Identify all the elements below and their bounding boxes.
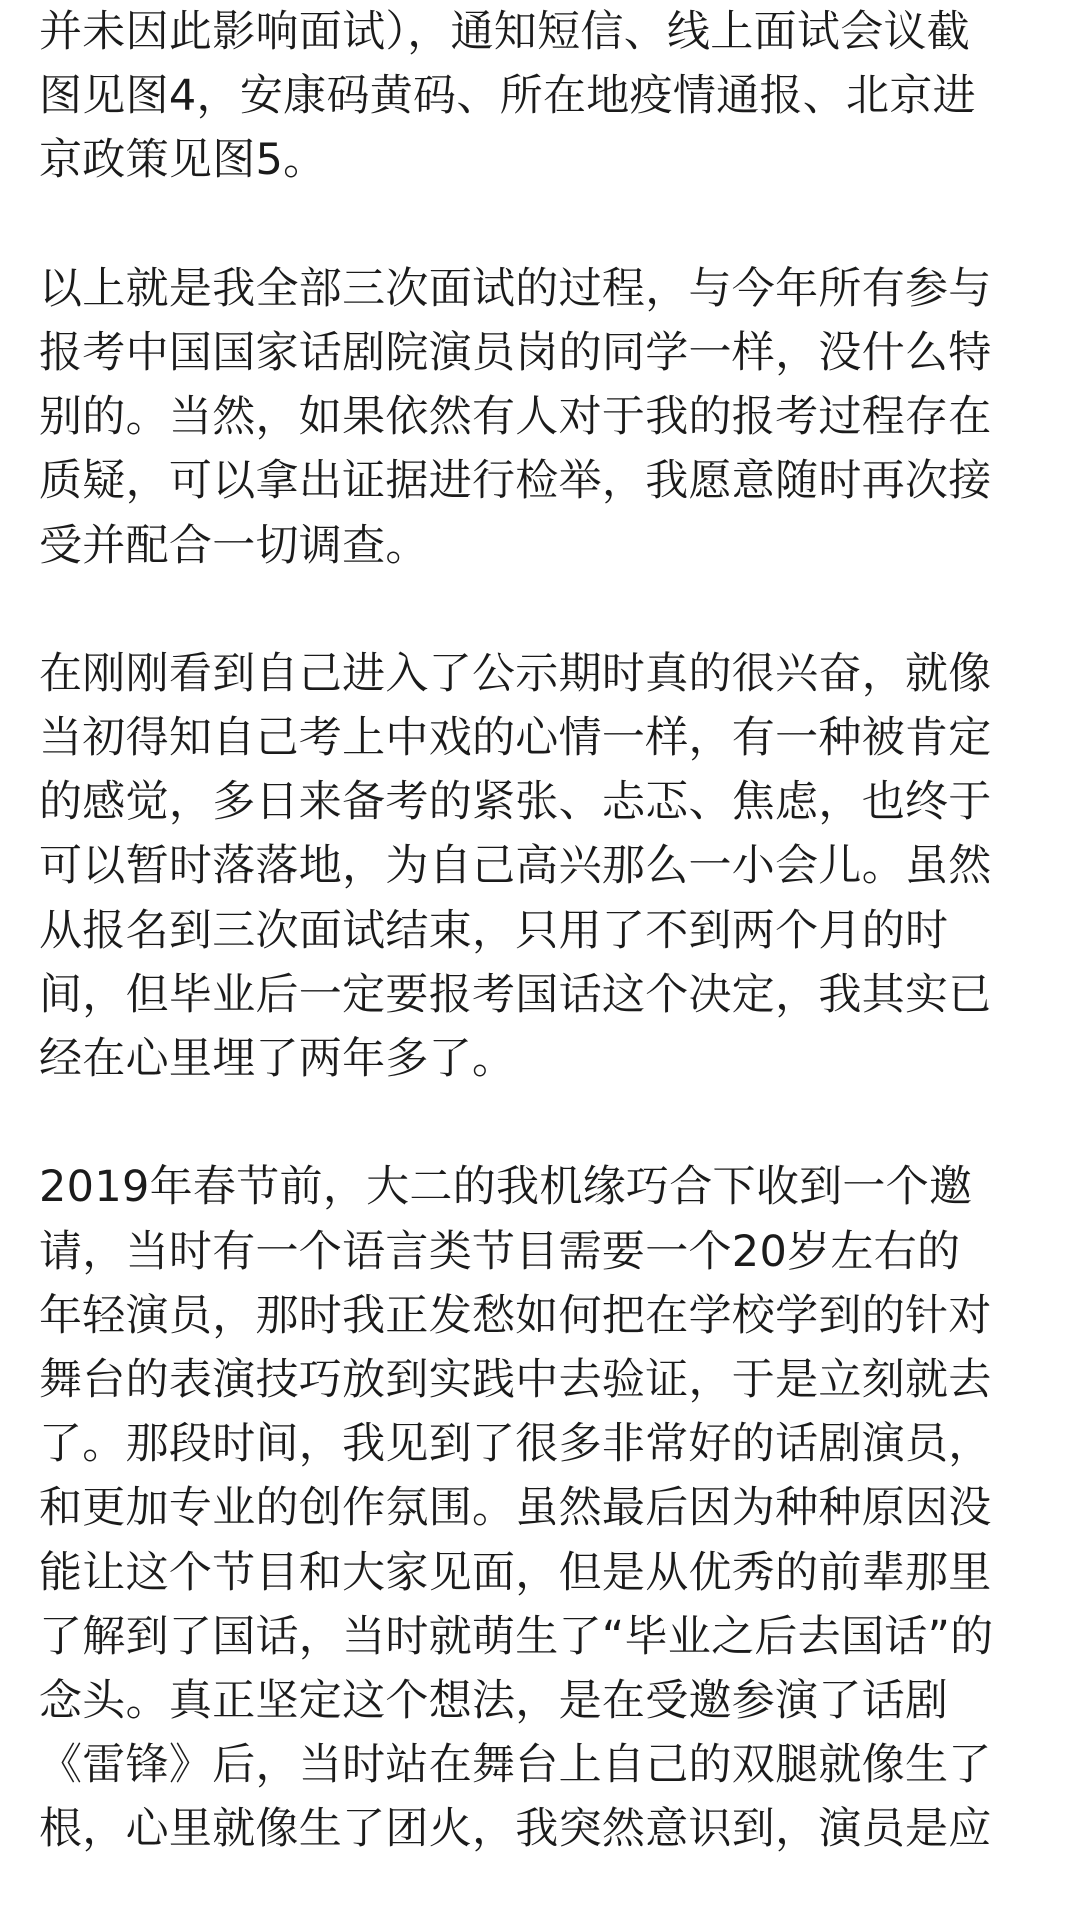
text-line: 当初得知自己考上中戏的心情一样，有一种被肯定 — [39, 713, 992, 764]
article-body — [39, 0, 1059, 1926]
text-line: 和更加专业的创作氛围。虽然最后因为种种原因没 — [39, 1483, 992, 1534]
text-line: 图见图4，安康码黄码、所在地疫情通报、北京进 — [39, 71, 976, 122]
paragraph-3 — [39, 642, 1059, 1091]
paragraph-2 — [39, 257, 1059, 578]
text-line: 舞台的表演技巧放到实践中去验证，于是立刻就去 — [39, 1354, 992, 1405]
text-line: 以上就是我全部三次面试的过程，与今年所有参与 — [39, 263, 992, 314]
text-line: 在刚刚看到自己进入了公示期时真的很兴奋，就像 — [39, 648, 992, 699]
text-line: 请，当时有一个语言类节目需要一个20岁左右的 — [39, 1226, 961, 1277]
text-line: 京政策见图5。 — [39, 135, 327, 186]
text-line: 并未因此影响面试），通知短信、线上面试会议截 — [39, 7, 971, 57]
text-line: 经在心里埋了两年多了。 — [39, 1034, 516, 1084]
text-line: 间，但毕业后一定要报考国话这个决定，我其实已 — [39, 969, 992, 1020]
text-line: 的感觉，多日来备考的紧张、忐忑、焦虑，也终于 — [39, 777, 992, 828]
text-line: 报考中国国家话剧院演员岗的同学一样，没什么特 — [39, 327, 992, 378]
paragraph-1 — [39, 0, 1059, 193]
text-line: 能让这个节目和大家见面，但是从优秀的前辈那里 — [39, 1547, 992, 1598]
text-line: 可以暂时落落地，为自己高兴那么一小会儿。虽然 — [39, 841, 992, 892]
text-line: 2019年春节前，大二的我机缘巧合下收到一个邀 — [39, 1162, 973, 1213]
text-line: 《雷锋》后，当时站在舞台上自己的双腿就像生了 — [39, 1740, 992, 1791]
text-line: 了解到了国话，当时就萌生了“毕业之后去国话”的 — [39, 1611, 994, 1662]
text-line: 年轻演员，那时我正发愁如何把在学校学到的针对 — [39, 1290, 992, 1341]
text-line: 了。那段时间，我见到了很多非常好的话剧演员， — [39, 1419, 992, 1470]
text-line: 受并配合一切调查。 — [39, 520, 429, 571]
text-line: 别的。当然，如果依然有人对于我的报考过程存在 — [39, 392, 992, 443]
text-line: 念头。真正坚定这个想法，是在受邀参演了话剧 — [39, 1675, 949, 1726]
paragraph-4 — [39, 1155, 1059, 1861]
text-line: 根，心里就像生了团火，我突然意识到，演员是应 — [39, 1804, 992, 1855]
text-line: 质疑，可以拿出证据进行检举，我愿意随时再次接 — [39, 456, 992, 507]
text-line: 从报名到三次面试结束，只用了不到两个月的时 — [39, 905, 949, 956]
